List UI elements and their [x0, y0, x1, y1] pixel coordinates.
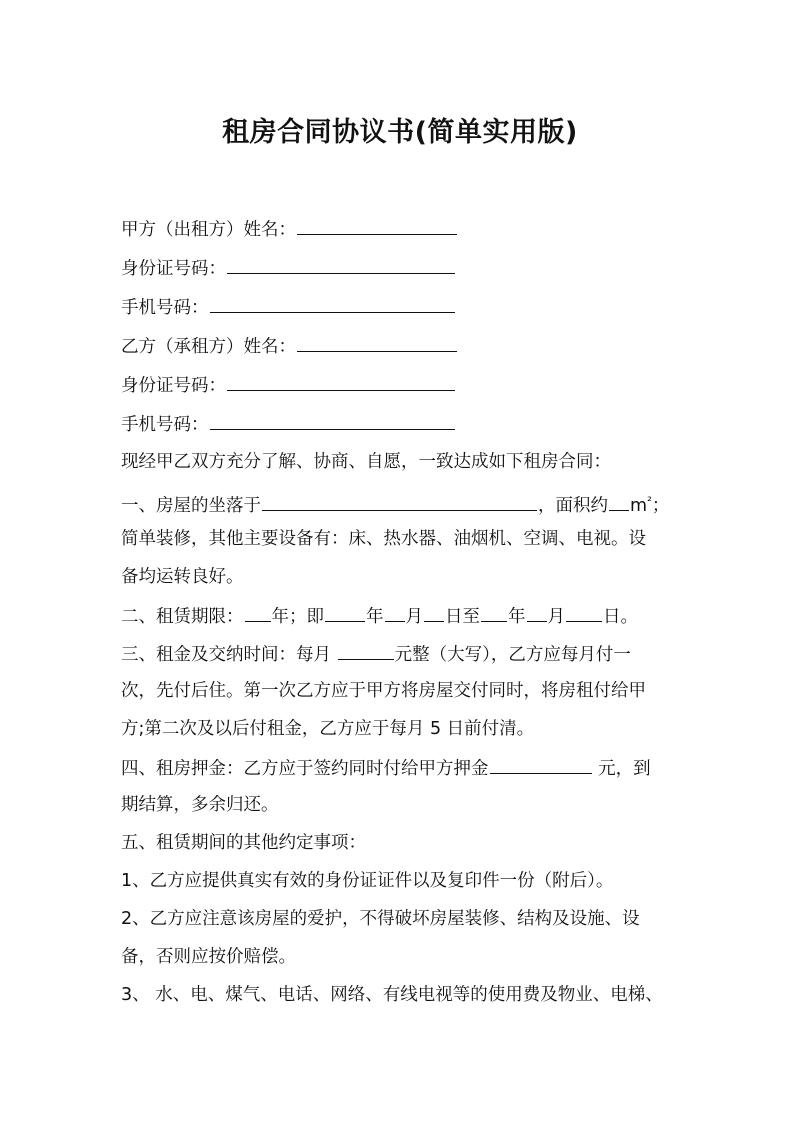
clause1-line1 [121, 486, 691, 524]
party-a-id-row [121, 252, 691, 291]
party-a-id-label: 身份证号码： [121, 259, 226, 279]
clause2-line [121, 600, 691, 638]
clause4-prefix: 四、租房押金：乙方应于签约同时付给甲方押金 [121, 759, 489, 779]
party-b-id-blank[interactable] [227, 369, 455, 391]
clause5-item1: 1、乙方应提供真实有效的身份证证件以及复印件一份（附后）。 [121, 871, 614, 891]
monthly-rent-blank[interactable] [338, 638, 394, 660]
clause1-line3: 备均运转良好。 [121, 567, 244, 587]
party-a-phone-row [121, 291, 691, 330]
intro-text: 现经甲乙双方充分了解、协商、自愿，一致达成如下租房合同： [121, 452, 611, 472]
clause2-day2: 日。 [603, 607, 638, 627]
contract-body [121, 213, 691, 1018]
clause5-heading: 五、租赁期间的其他约定事项： [121, 833, 366, 853]
party-a-phone-blank[interactable] [210, 291, 455, 313]
clause3-line1 [121, 638, 691, 676]
start-year-blank[interactable] [325, 600, 365, 622]
clause5-item2-line2: 备，否则应按价赔偿。 [121, 947, 296, 967]
clause5-item2-line1: 2、乙方应注意该房屋的爱护，不得破坏房屋装修、结构及设施、设 [121, 909, 640, 929]
clause2-year3: 年 [508, 607, 526, 627]
party-b-phone-row [121, 408, 691, 447]
party-a-phone-label: 手机号码： [121, 298, 209, 318]
clause4-line2: 期结算，多余归还。 [121, 795, 279, 815]
document-title: 租房合同协议书(简单实用版) [222, 117, 578, 148]
party-b-phone-label: 手机号码： [121, 415, 209, 435]
party-b-phone-blank[interactable] [210, 408, 455, 430]
clause3-suffix: 元整（大写），乙方应每月付一 [394, 645, 631, 665]
lease-years-blank[interactable] [245, 600, 271, 622]
clause3-prefix: 三、租金及交纳时间：每月 [121, 645, 331, 665]
party-b-name-label: 乙方（承租方）姓名： [121, 337, 296, 357]
clause2-year2: 年 [366, 607, 384, 627]
clause1-prefix: 一、房屋的坐落于 [121, 496, 261, 516]
clause2-prefix: 二、租赁期限： [121, 607, 244, 627]
clause2-month2: 月 [547, 607, 565, 627]
clause1-line2: 简单装修，其他主要设备有：床、热水器、油烟机、空调、电视。设 [121, 529, 646, 549]
start-month-blank[interactable] [385, 600, 405, 622]
clause3-line3: 方;第二次及以后付租金，乙方应于每月 5 日前付清。 [121, 719, 535, 739]
area-unit-sup: ² [647, 494, 652, 508]
clause2-year1: 年；即 [271, 607, 324, 627]
clause1-area-text: ，面积约 [538, 496, 608, 516]
start-day-blank[interactable] [424, 600, 444, 622]
end-year-blank[interactable] [481, 600, 507, 622]
party-b-name-row [121, 330, 691, 369]
party-a-name-blank[interactable] [297, 213, 457, 235]
clause5-item3-line1: 3、 水、电、煤气、电话、网络、有线电视等的使用费及物业、电梯、 [121, 985, 663, 1005]
party-b-name-blank[interactable] [297, 330, 457, 352]
end-month-blank[interactable] [527, 600, 547, 622]
address-blank[interactable] [262, 489, 537, 511]
party-b-id-row [121, 369, 691, 408]
party-a-id-blank[interactable] [227, 252, 455, 274]
end-day-blank[interactable] [566, 600, 602, 622]
clause2-month1: 月 [405, 607, 423, 627]
clause2-day1: 日至 [445, 607, 480, 627]
clause4-line1 [121, 752, 691, 790]
party-a-name-row [121, 213, 691, 252]
area-unit: m [630, 496, 648, 516]
clause3-line2: 次，先付后住。第一次乙方应于甲方将房屋交付同时，将房租付给甲 [121, 681, 646, 701]
party-b-id-label: 身份证号码： [121, 376, 226, 396]
area-blank[interactable] [609, 489, 629, 511]
party-a-name-label: 甲方（出租方）姓名： [121, 220, 296, 240]
clause4-suffix: 元，到 [592, 759, 651, 779]
deposit-blank[interactable] [490, 752, 592, 774]
clause1-end: ； [651, 496, 670, 516]
